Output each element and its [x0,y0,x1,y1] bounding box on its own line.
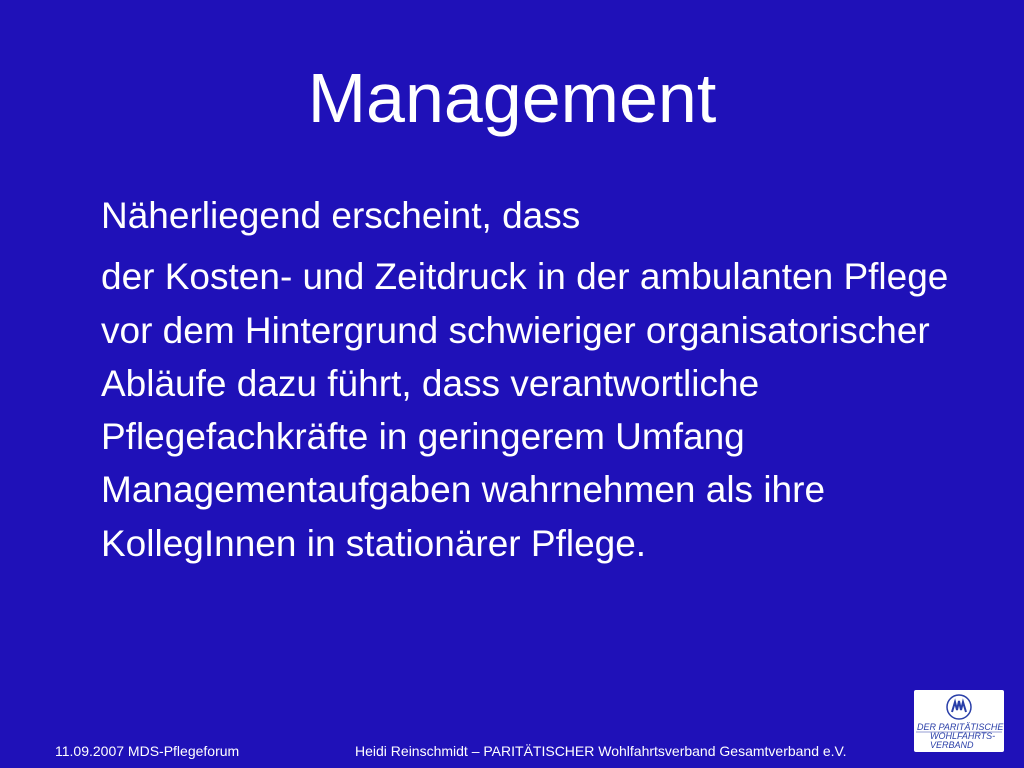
slide-body [101,189,961,570]
intro-line: Näherliegend erscheint, dass [101,195,581,236]
svg-text:WOHLFAHRTS-: WOHLFAHRTS- [930,731,996,741]
svg-text:DER PARITÄTISCHE: DER PARITÄTISCHE [917,722,1004,732]
slide-title: Management [307,59,717,137]
main-paragraph: der Kosten- und Zeitdruck in der ambulanten Pflege vor dem Hintergrund schwieriger organisatorischer Abläufe dazu führt, dass verantwortliche Pflegefachkräfte in geringerem Umfang Managementaufgaben wahrnehmen als ihre KollegInnen in stationärer Pflege. [101,256,949,564]
footer-date-event: 11.09.2007 MDS-Pflegeforum [55,743,240,759]
svg-text:VERBAND: VERBAND [930,740,974,750]
logo-graphic [914,690,1004,752]
paritaetischer-logo-icon [914,690,1004,752]
footer-author: Heidi Reinschmidt – PARITÄTISCHER Wohlfahrtsverband Gesamtverband e.V. [355,743,847,759]
